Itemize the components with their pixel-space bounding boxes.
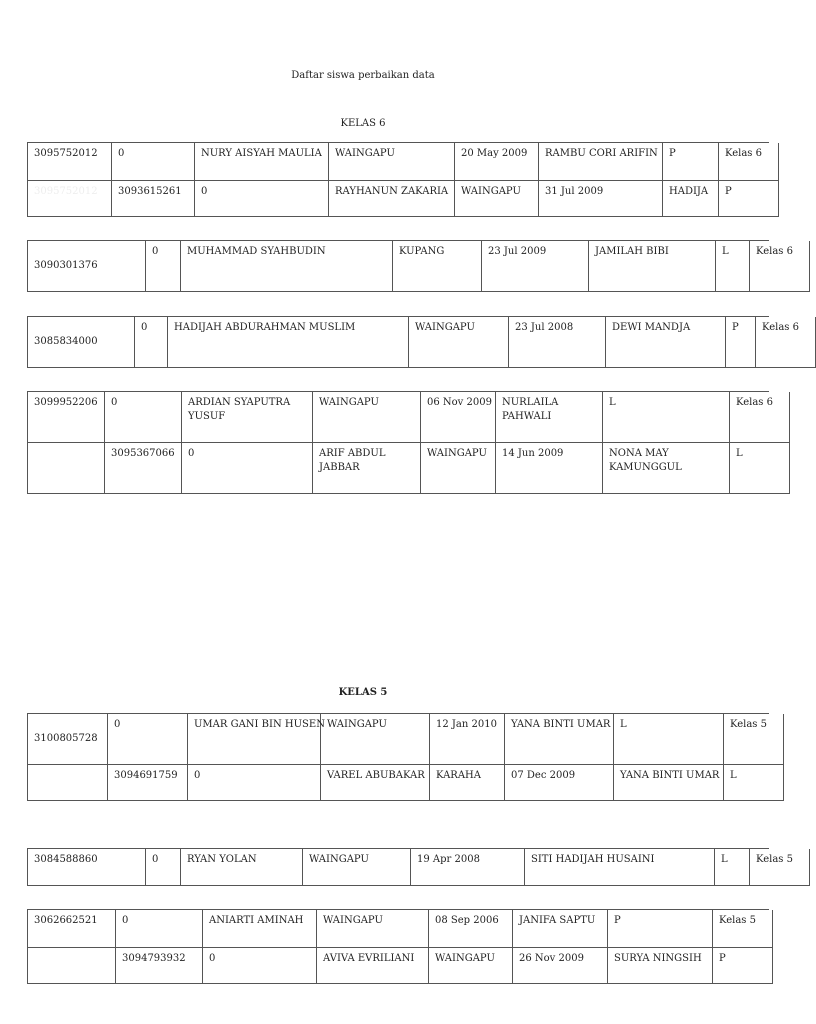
cell-birthdate: 19 Apr 2008 (411, 849, 525, 886)
cell-mother-name: SURYA NINGSIH (608, 948, 713, 984)
cell-empty (28, 765, 108, 801)
cell-gender: L (730, 443, 790, 494)
cell-birthdate: 26 Nov 2009 (513, 948, 608, 984)
cell-nisn: 3095367066 (105, 443, 182, 494)
cell-birthdate: 08 Sep 2006 (429, 910, 513, 948)
cell-birthplace: KUPANG (393, 241, 482, 292)
cell-nik: 0 (112, 143, 195, 181)
cell-nik: 0 (203, 948, 317, 984)
cell-class: Kelas 5 (750, 849, 810, 886)
cell-nisn-faded: 3095752012 (28, 181, 112, 217)
cell-nisn: 3084588860 (28, 849, 146, 886)
cell-gender: P (719, 181, 779, 217)
cell-nisn: 3085834000 (28, 317, 135, 368)
cell-class: Kelas 5 (713, 910, 773, 948)
cell-mother-name: NONA MAY KAMUNGGUL (603, 443, 730, 494)
cell-mother-name: YANA BINTI UMAR (614, 765, 724, 801)
cell-birthdate: 07 Dec 2009 (505, 765, 614, 801)
cell-name: ANIARTI AMINAH (203, 910, 317, 948)
cell-mother-name: SITI HADIJAH HUSAINI (525, 849, 715, 886)
cell-name: RYAN YOLAN (181, 849, 303, 886)
cell-nisn: 3062662521 (28, 910, 116, 948)
cell-gender: P (713, 948, 773, 984)
document-title: Daftar siswa perbaikan data (291, 70, 435, 81)
cell-birthdate: 23 Jul 2008 (509, 317, 606, 368)
cell-name: RAYHANUN ZAKARIA (329, 181, 455, 217)
cell-birthdate: 14 Jun 2009 (496, 443, 603, 494)
cell-name: AVIVA EVRILIANI (317, 948, 429, 984)
cell-birthplace: WAINGAPU (455, 181, 539, 217)
cell-gender: P (726, 317, 756, 368)
cell-name: ARIF ABDUL JABBAR (313, 443, 421, 494)
cell-birthdate: 06 Nov 2009 (421, 392, 496, 443)
cell-birthplace: WAINGAPU (409, 317, 509, 368)
table-kelas6-4 (27, 391, 773, 494)
cell-mother-name: RAMBU CORI ARIFIN (539, 143, 663, 181)
cell-nisn: 3094691759 (108, 765, 188, 801)
cell-birthplace: WAINGAPU (313, 392, 421, 443)
table-kelas5-3 (27, 909, 769, 984)
cell-nik: 0 (108, 714, 188, 765)
cell-nisn: 3095752012 (28, 143, 112, 181)
table-kelas5-1 (27, 713, 769, 801)
cell-gender: L (716, 241, 750, 292)
cell-class: Kelas 6 (730, 392, 790, 443)
cell-birthplace: WAINGAPU (321, 714, 430, 765)
section-heading-kelas-6: KELAS 6 (340, 118, 386, 129)
cell-name: ARDIAN SYAPUTRA YUSUF (182, 392, 313, 443)
cell-mother-name: DEWI MANDJA (606, 317, 726, 368)
cell-name: NURY AISYAH MAULIA (195, 143, 329, 181)
cell-class: Kelas 6 (750, 241, 810, 292)
cell-gender: L (715, 849, 750, 886)
cell-mother-name: JANIFA SAPTU (513, 910, 608, 948)
cell-nisn: 3094793932 (116, 948, 203, 984)
table-kelas6-1 (27, 142, 769, 217)
cell-birthplace: WAINGAPU (303, 849, 411, 886)
cell-birthplace: WAINGAPU (317, 910, 429, 948)
cell-nik: 0 (105, 392, 182, 443)
cell-nik: 0 (146, 241, 181, 292)
cell-name: UMAR GANI BIN HUSEN (188, 714, 321, 765)
cell-mother-name: YANA BINTI UMAR (505, 714, 614, 765)
cell-birthplace: WAINGAPU (429, 948, 513, 984)
cell-nisn: 3100805728 (28, 714, 108, 765)
cell-nik: 0 (195, 181, 329, 217)
cell-birthdate: 12 Jan 2010 (430, 714, 505, 765)
cell-nik: 0 (188, 765, 321, 801)
table-kelas6-3 (27, 316, 799, 368)
cell-nisn: 3093615261 (112, 181, 195, 217)
cell-gender: P (608, 910, 713, 948)
cell-class: Kelas 6 (756, 317, 816, 368)
cell-empty (28, 443, 105, 494)
cell-mother-name: JAMILAH BIBI (589, 241, 716, 292)
cell-gender: L (724, 765, 784, 801)
cell-mother-name: HADIJA (663, 181, 719, 217)
cell-mother-name: NURLAILA PAHWALI (496, 392, 603, 443)
cell-name: HADIJAH ABDURAHMAN MUSLIM (168, 317, 409, 368)
cell-gender: L (614, 714, 724, 765)
cell-class: Kelas 5 (724, 714, 784, 765)
cell-birthplace: WAINGAPU (421, 443, 496, 494)
cell-birthdate: 31 Jul 2009 (539, 181, 663, 217)
cell-nik: 0 (182, 443, 313, 494)
section-heading-kelas-5: KELAS 5 (338, 687, 388, 698)
cell-gender: P (663, 143, 719, 181)
cell-nik: 0 (116, 910, 203, 948)
cell-birthdate: 20 May 2009 (455, 143, 539, 181)
cell-nisn: 3090301376 (28, 241, 146, 292)
cell-nik: 0 (135, 317, 168, 368)
table-kelas5-2 (27, 848, 793, 886)
cell-birthdate: 23 Jul 2009 (482, 241, 589, 292)
cell-nisn: 3099952206 (28, 392, 105, 443)
cell-class: Kelas 6 (719, 143, 779, 181)
table-kelas6-2 (27, 240, 793, 292)
cell-name: MUHAMMAD SYAHBUDIN (181, 241, 393, 292)
cell-gender: L (603, 392, 730, 443)
cell-birthplace: WAINGAPU (329, 143, 455, 181)
cell-birthplace: KARAHA (430, 765, 505, 801)
cell-name: VAREL ABUBAKAR (321, 765, 430, 801)
cell-empty (28, 948, 116, 984)
cell-nik: 0 (146, 849, 181, 886)
